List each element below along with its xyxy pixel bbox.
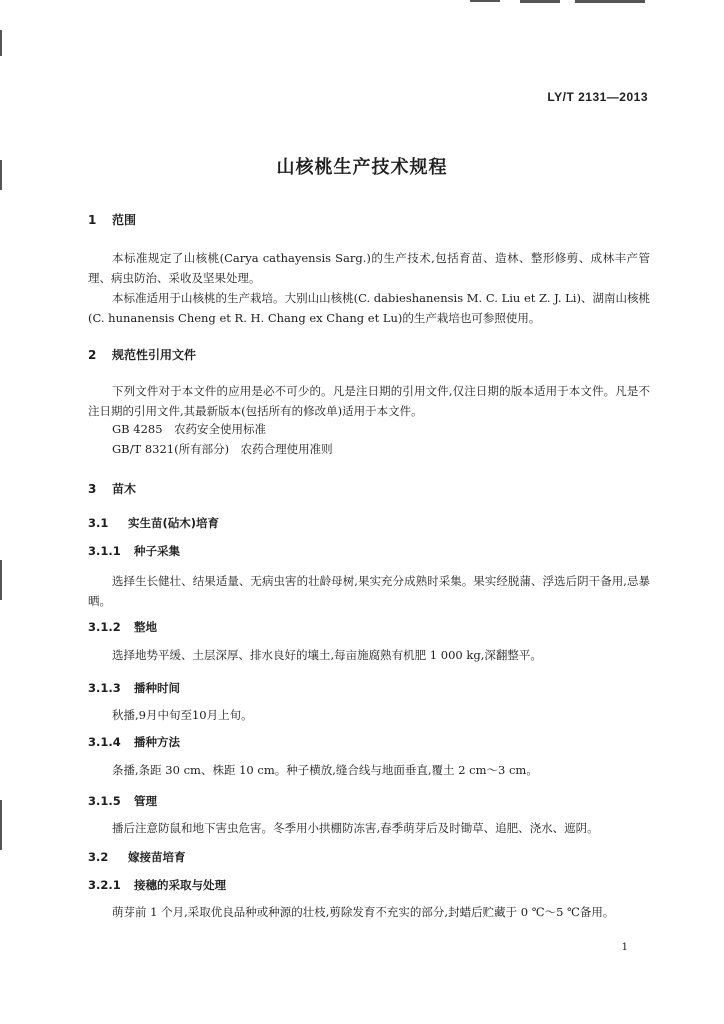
section-number: 3	[88, 482, 97, 496]
scan-mark	[0, 800, 2, 850]
paragraph: 秋播,9月中旬至10月上旬。	[112, 708, 253, 722]
scan-mark	[0, 560, 2, 600]
scan-mark	[520, 0, 560, 3]
subsection-title: 整地	[134, 620, 157, 634]
subsection-title: 播种方法	[134, 735, 180, 749]
subsection-number: 3.2.1	[88, 878, 121, 892]
subsection-heading	[88, 849, 186, 865]
paragraph: 本标准规定了山核桃(Carya cathayensis Sarg.)的生产技术,包括育苗、造林、整形修剪、成林丰产管理、病虫防治、采收及坚果处理。	[88, 251, 650, 285]
page-number: 1	[621, 942, 628, 953]
section-heading	[88, 346, 196, 363]
standard-code: LY/T 2131—2013	[547, 90, 648, 104]
paragraph: 下列文件对于本文件的应用是必不可少的。凡是注日期的引用文件,仅注日期的版本适用于本文件。凡是不注日期的引用文件,其最新版本(包括所有的修改单)适用于本文件。	[88, 384, 650, 418]
paragraph: 选择生长健壮、结果适量、无病虫害的壮龄母树,果实充分成熟时采集。果实经脱蒲、浮选后阴干备用,忌暴晒。	[88, 574, 650, 608]
paragraph: 萌芽前 1 个月,采取优良品种或种源的壮枝,剪除发育不充实的部分,封蜡后贮藏于 0 ℃～5 ℃备用。	[112, 905, 615, 919]
subsection-heading	[88, 619, 157, 635]
section-title: 苗木	[112, 482, 137, 496]
section-title: 范围	[112, 213, 137, 227]
subsection-title: 实生苗(砧木)培育	[128, 516, 220, 530]
section-heading	[88, 480, 136, 497]
subsection-heading	[88, 793, 157, 809]
paragraph: 选择地势平缓、土层深厚、排水良好的壤土,每亩施腐熟有机肥 1 000 kg,深翻整平。	[112, 648, 542, 662]
document-title: 山核桃生产技术规程	[276, 157, 448, 178]
subsection-heading	[88, 734, 180, 750]
paragraph: 本标准适用于山核桃的生产栽培。大别山山核桃(C. dabieshanensis M. C. Liu et Z. J. Li)、湖南山核桃(C. hunanensis Cheng et R. H. Chang ex Chang et Lu)的生产栽培也可参照使用。	[88, 291, 650, 325]
subsection-title: 管理	[134, 794, 157, 808]
scan-mark	[470, 0, 500, 2]
subsection-number: 3.2	[88, 850, 109, 864]
paragraph: 条播,条距 30 cm、株距 10 cm。种子横放,缝合线与地面垂直,覆土 2 cm～3 cm。	[112, 763, 538, 777]
scan-mark	[0, 30, 2, 56]
subsection-number: 3.1.2	[88, 620, 121, 634]
reference-item: GB 4285 农药安全使用标准	[112, 422, 267, 436]
subsection-number: 3.1.3	[88, 681, 121, 695]
subsection-title: 接穗的采取与处理	[134, 878, 226, 892]
subsection-number: 3.1.5	[88, 794, 121, 808]
section-heading	[88, 211, 136, 228]
subsection-title: 种子采集	[134, 544, 180, 558]
subsection-heading	[88, 877, 226, 893]
subsection-title: 播种时间	[134, 681, 180, 695]
subsection-heading	[88, 543, 180, 559]
subsection-heading	[88, 515, 219, 531]
subsection-title: 嫁接苗培育	[128, 850, 186, 864]
reference-item: GB/T 8321(所有部分) 农药合理使用准则	[112, 442, 333, 456]
subsection-number: 3.1	[88, 516, 109, 530]
section-number: 1	[88, 213, 97, 227]
subsection-heading	[88, 680, 180, 696]
subsection-number: 3.1.1	[88, 544, 121, 558]
section-title: 规范性引用文件	[112, 348, 197, 362]
subsection-number: 3.1.4	[88, 735, 121, 749]
paragraph: 播后注意防鼠和地下害虫危害。冬季用小拱棚防冻害,春季萌芽后及时锄草、追肥、浇水、遮阴。	[112, 821, 599, 835]
scan-mark	[575, 0, 645, 3]
section-number: 2	[88, 348, 97, 362]
